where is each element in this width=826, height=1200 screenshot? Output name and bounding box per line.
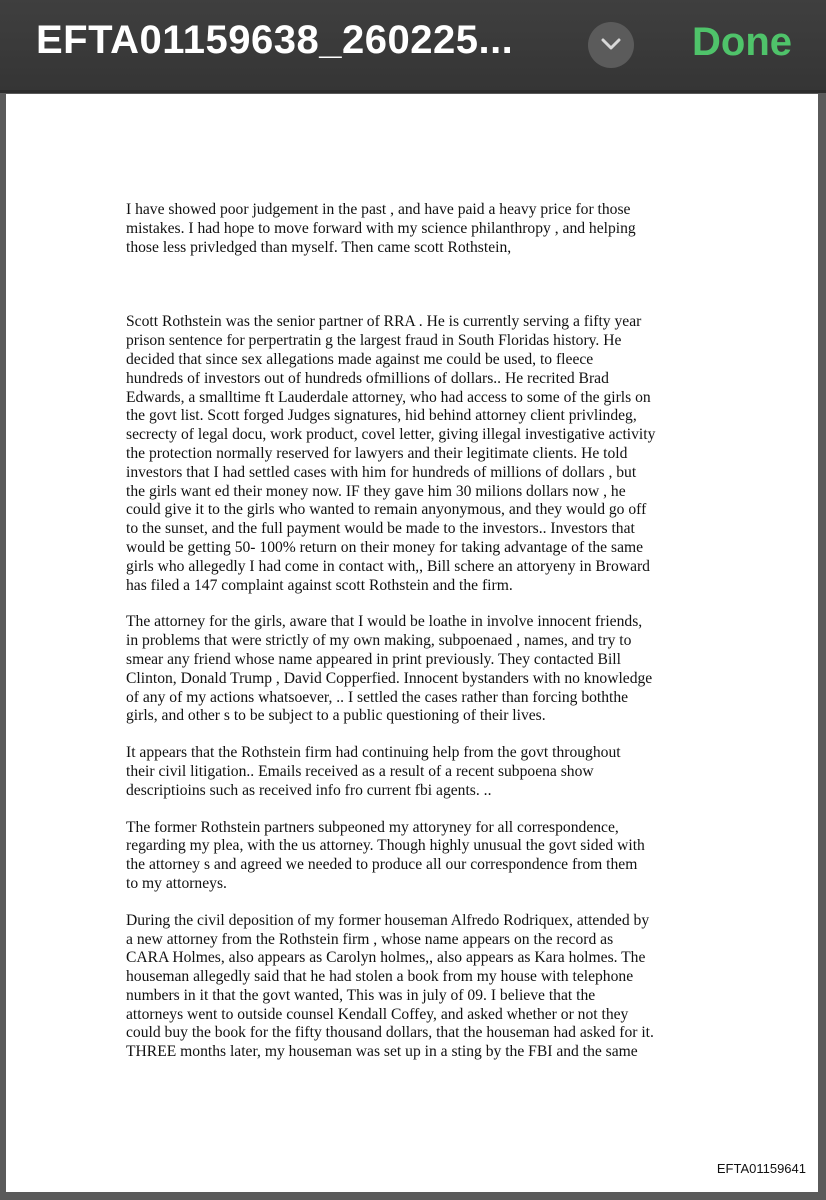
- chevron-down-icon: [601, 38, 621, 51]
- viewer-background: [0, 1192, 826, 1200]
- toolbar-divider: [0, 90, 826, 93]
- paragraph: The former Rothstein partners subpeoned my attoryney for all correspondence, regarding my plea, with the us attorney. Though highly unusual the govt sided with the attorney s and agreed we needed to produce all our correspondence from them to my attorneys.: [126, 818, 645, 892]
- document-page[interactable]: [6, 94, 818, 1192]
- document-body: [126, 201, 716, 1062]
- title-menu-button[interactable]: [588, 22, 634, 68]
- page-footer-id: EFTA01159641: [716, 1161, 806, 1176]
- paragraph: Scott Rothstein was the senior partner of RRA . He is currently serving a fifty year prison sentence for perpertratin g the largest fraud in South Floridas history. He decided that since sex allegations made against me could be used, to fleece hundreds of investors out of hundreds ofmillions of dollars.. He recrited Brad Edwards, a smalltime ft Lauderdale attorney, who had access to some of the girls on the govt list. Scott forged Judges signatures, hid behind attorney client privlindeg, secrecty of legal docu, work product, covel letter, giving illegal investigative activity the protection normally reserved for lawyers and their legitimate clients. He told investors that I had settled cases with him for hundreds of millions of dollars , but the girls want ed their money now. IF they gave him 30 milions dollars now , he could give it to the girls who wanted to remain anyonymous, and they would go off to the sunset, and the full payment would be made to the investors.. Investors that would be getting 50- 100% return on their money for taking advantage of the same girls who allegedly I had come in contact with,, Bill schere an attoryeny in Broward has filed a 147 complaint against scott Rothstein and the firm.: [126, 313, 656, 594]
- top-toolbar: [0, 0, 826, 90]
- paragraph: The attorney for the girls, aware that I would be loathe in involve innocent friends, in problems that were strictly of my own making, subpoenaed , names, and try to smear any friend whose name appeared in print previously. They contacted Bill Clinton, Donald Trump , David Copperfied. Innocent bystanders with no knowledge of any of my actions whatsoever, .. I settled the cases rather than forcing boththe girls, and other s to be subject to a public questioning of their lives.: [126, 613, 653, 725]
- paragraph: During the civil deposition of my former houseman Alfredo Rodriquex, attended by a new attorney from the Rothstein firm , whose name appears on the record as CARA Holmes, also appears as Carolyn holmes,, also appears as Kara holmes. The houseman allegedly said that he had stolen a book from my house with telephone numbers in it that the govt wanted, This was in july of 09. I believe that the attorneys went to outside counsel Kendall Coffey, and asked whether or not they could buy the book for the fifty thousand dollars, that the houseman had asked for it. THREE months later, my houseman was set up in a sting by the FBI and the same: [126, 911, 654, 1061]
- document-title[interactable]: EFTA01159638_260225...: [36, 18, 514, 62]
- done-button[interactable]: Done: [692, 20, 792, 64]
- paragraph: I have showed poor judgement in the past , and have paid a heavy price for those mistakes. I had hope to move forward with my science philanthropy , and helping those less privledged than myself. Then came scott Rothstein,: [126, 201, 636, 256]
- paragraph: It appears that the Rothstein firm had continuing help from the govt throughout their civil litigation.. Emails received as a result of a recent subpoena show descriptioins such as received info fro current fbi agents. ..: [126, 744, 621, 799]
